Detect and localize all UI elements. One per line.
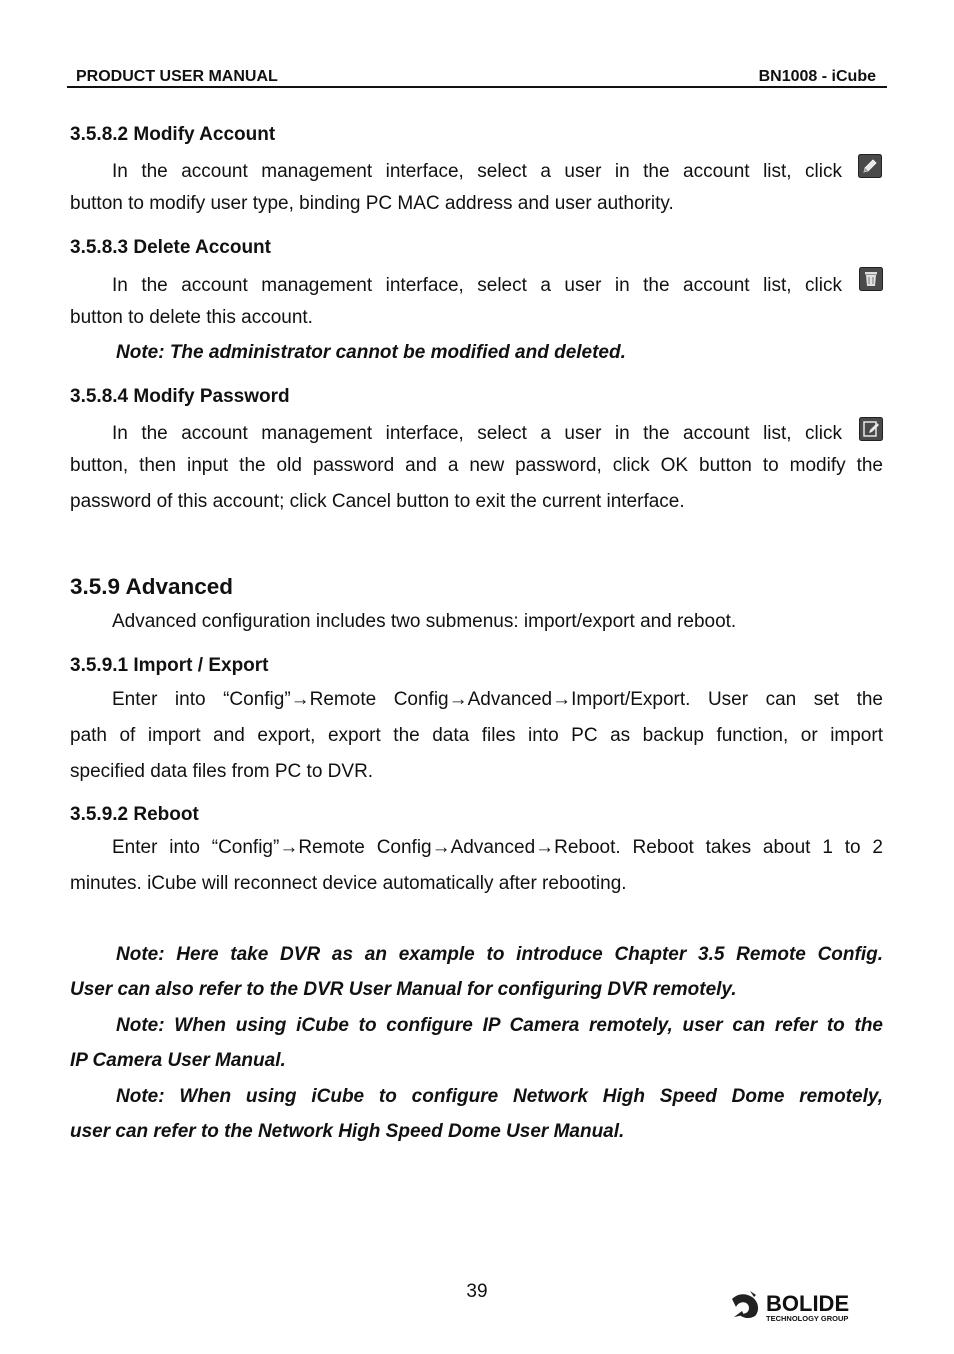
header-title: PRODUCT USER MANUAL [76, 68, 278, 85]
trash-icon [859, 267, 883, 291]
paragraph-modify-account [70, 162, 883, 213]
note-line: Note: When using iCube to configure Network High Speed Dome remotely, [116, 1086, 883, 1107]
paragraph-delete-account [70, 276, 883, 327]
heading-import-export: 3.5.9.1 Import / Export [70, 655, 269, 676]
note-ip-camera [70, 1016, 883, 1070]
note-speed-dome [70, 1087, 883, 1141]
text-line: minutes. iCube will reconnect device automatically after rebooting. [70, 873, 627, 894]
bolide-logo [730, 1287, 880, 1323]
text-line: In the account management interface, select a user in the account list, click [112, 423, 842, 444]
header-divider [67, 86, 887, 88]
dragon-emblem-icon [732, 1291, 758, 1318]
heading-reboot: 3.5.9.2 Reboot [70, 804, 199, 825]
note-line: user can refer to the Network High Speed Dome User Manual. [70, 1121, 625, 1142]
text-line: button to delete this account. [70, 307, 313, 328]
heading-advanced: 3.5.9 Advanced [70, 574, 233, 599]
header-model: BN1008 - iCube [758, 68, 876, 85]
edit-document-icon [859, 417, 883, 441]
text-line: In the account management interface, select a user in the account list, click [112, 275, 842, 296]
heading-modify-password: 3.5.8.4 Modify Password [70, 386, 290, 407]
text-line: Enter into “Config”→Remote Config→Advanced→Import/Export. User can set the [112, 689, 883, 710]
paragraph-reboot [70, 838, 883, 893]
note-dvr-example [70, 945, 883, 999]
note-line: Note: When using iCube to configure IP Camera remotely, user can refer to the [116, 1015, 883, 1036]
paragraph-import-export [70, 690, 883, 781]
pencil-icon [858, 154, 882, 178]
text-line: button, then input the old password and a new password, click OK button to modify the [70, 455, 883, 476]
text-line: password of this account; click Cancel button to exit the current interface. [70, 491, 685, 512]
paragraph-advanced-intro: Advanced configuration includes two submenus: import/export and reboot. [112, 611, 737, 632]
text-line: specified data files from PC to DVR. [70, 761, 374, 782]
logo-text: BOLIDE [766, 1291, 850, 1316]
note-line: Note: Here take DVR as an example to introduce Chapter 3.5 Remote Config. [116, 944, 883, 965]
heading-modify-account: 3.5.8.2 Modify Account [70, 124, 276, 145]
paragraph-modify-password [70, 424, 883, 511]
text-line: button to modify user type, binding PC MAC address and user authority. [70, 193, 674, 214]
text-line: path of import and export, export the data files into PC as backup function, or import [70, 725, 883, 746]
heading-delete-account: 3.5.8.3 Delete Account [70, 237, 271, 258]
text-line: In the account management interface, select a user in the account list, click [112, 161, 842, 182]
text-line: Enter into “Config”→Remote Config→Advanced→Reboot. Reboot takes about 1 to 2 [112, 837, 883, 858]
note-line: IP Camera User Manual. [70, 1050, 286, 1071]
logo-subtext: TECHNOLOGY GROUP [766, 1314, 849, 1323]
note-line: User can also refer to the DVR User Manual for configuring DVR remotely. [70, 979, 737, 1000]
page-number: 39 [466, 1281, 488, 1302]
note-administrator: Note: The administrator cannot be modified and deleted. [116, 342, 626, 363]
